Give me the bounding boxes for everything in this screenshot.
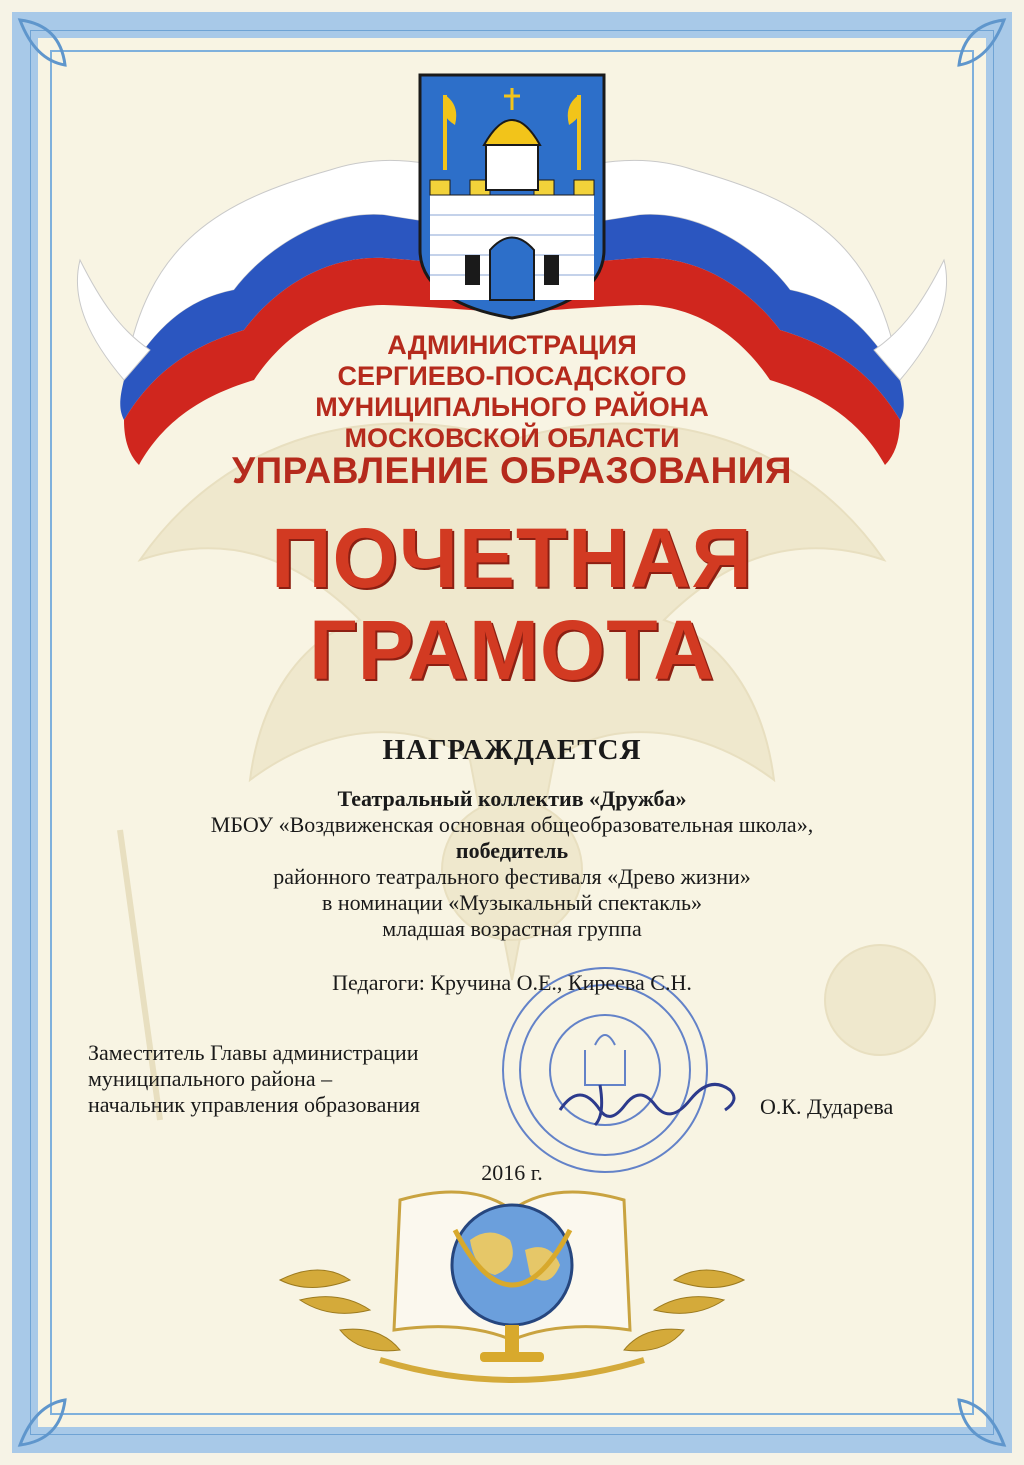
globe-book-icon bbox=[394, 1192, 630, 1362]
issue-year: 2016 г. bbox=[481, 1160, 543, 1185]
admin-line-3: МУНИЦИПАЛЬНОГО РАЙОНА bbox=[315, 392, 709, 422]
teachers-line: Педагоги: Кручина О.Е., Киреева С.Н. bbox=[332, 970, 692, 995]
position-line-3: начальник управления образования bbox=[88, 1092, 421, 1117]
title-line-1: ПОЧЕТНАЯ bbox=[271, 511, 753, 605]
position-line-2: муниципального района – bbox=[88, 1066, 333, 1091]
signatory-position bbox=[88, 1040, 420, 1118]
position-line-1: Заместитель Главы администрации bbox=[88, 1040, 419, 1065]
recipient-name: Театральный коллектив «Дружба» bbox=[337, 786, 687, 811]
title-line-2: ГРАМОТА bbox=[309, 603, 715, 697]
age-group-line: младшая возрастная группа bbox=[382, 916, 642, 941]
signatory-name: О.К. Дударева bbox=[760, 1094, 894, 1119]
award-body bbox=[0, 786, 1024, 942]
admin-line-2: СЕРГИЕВО-ПОСАДСКОГО bbox=[337, 361, 687, 391]
awarded-heading: НАГРАЖДАЕТСЯ bbox=[382, 734, 642, 766]
department-heading: УПРАВЛЕНИЕ ОБРАЗОВАНИЯ bbox=[232, 450, 792, 491]
school-name: МБОУ «Воздвиженская основная общеобразовательная школа», bbox=[210, 812, 814, 837]
official-stamp-icon bbox=[503, 968, 707, 1172]
certificate-title bbox=[0, 512, 1024, 696]
admin-header bbox=[0, 330, 1024, 454]
admin-line-1: АДМИНИСТРАЦИЯ bbox=[387, 330, 637, 360]
coat-of-arms-icon bbox=[420, 75, 604, 318]
admin-line-4: МОСКОВСКОЙ ОБЛАСТИ bbox=[344, 423, 680, 453]
nomination-line: в номинации «Музыкальный спектакль» bbox=[322, 890, 702, 915]
festival-line: районного театрального фестиваля «Древо жизни» bbox=[273, 864, 751, 889]
status-label: победитель bbox=[455, 838, 569, 863]
